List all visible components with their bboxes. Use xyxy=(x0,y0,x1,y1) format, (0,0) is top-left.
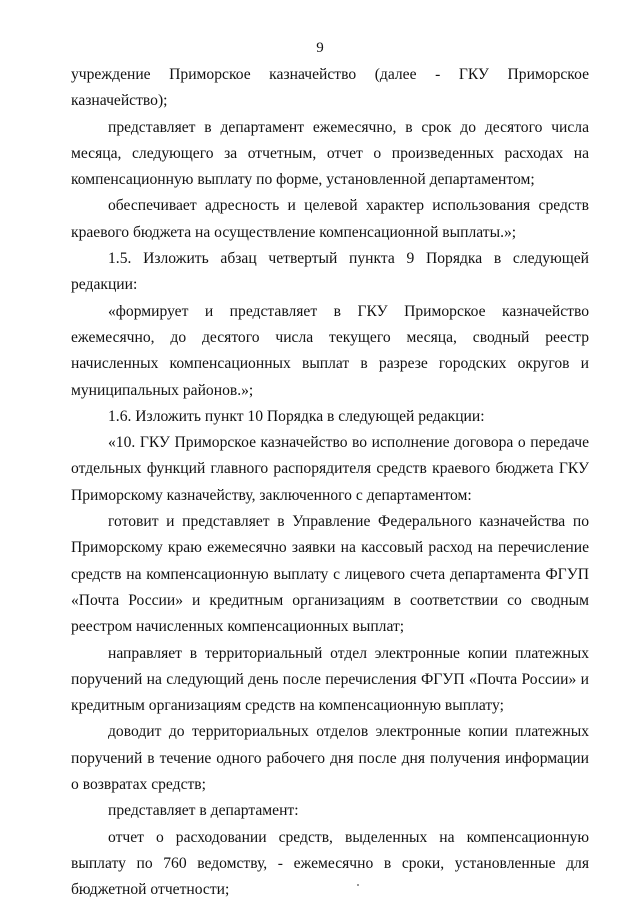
paragraph-12: отчет о расходовании средств, выделенных на компенсационную выплату по 760 ведомству, - ежемесячно в сроки, установленные для бюджетной отчетности; xyxy=(71,828,589,899)
paragraph-7: «10. ГКУ Приморское казначейство во исполнение договора о передаче отдельных функций главного распорядителя средств краевого бюджета ГКУ Приморскому казначейству, заключенного с департаментом: xyxy=(71,434,589,504)
page-number: 9 xyxy=(316,40,324,56)
paragraph-11: представляет в департамент: xyxy=(108,802,299,820)
paragraph-2: представляет в департамент ежемесячно, в срок до десятого числа месяца, следующего за отчетным, отчет о произведенных расходах на компенсационную выплату по форме, установленной департаментом; xyxy=(71,118,589,189)
paragraph-1: учреждение Приморское казначейство (далее - ГКУ Приморское казначейство); xyxy=(71,66,589,110)
paragraph-3: обеспечивает адресность и целевой характер использования средств краевого бюджета на осуществление компенсационной выплаты.»; xyxy=(71,197,589,241)
scan-speck xyxy=(357,884,359,886)
paragraph-6: 1.6. Изложить пункт 10 Порядка в следующей редакции: xyxy=(108,407,485,425)
paragraph-9: направляет в территориальный отдел электронные копии платежных поручений на следующий день после перечисления ФГУП «Почта России» и кредитным организациям средств на компенсационную выплату; xyxy=(71,644,589,715)
document-body xyxy=(71,62,589,904)
paragraph-10: доводит до территориальных отделов электронные копии платежных поручений в течение одного рабочего дня после дня получения информации о возвратах средств; xyxy=(71,723,589,794)
paragraph-8: готовит и представляет в Управление Федерального казначейства по Приморскому краю ежемесячно заявки на кассовый расход на перечисление средств на компенсационную выплату с лицевого счета департамента ФГУП «Почта России» и кредитным организациям в соответствии со сводным реестром начисленных компенсационных выплат; xyxy=(71,513,589,636)
paragraph-4: 1.5. Изложить абзац четвертый пункта 9 Порядка в следующей редакции: xyxy=(71,250,589,294)
paragraph-5: «формирует и представляет в ГКУ Приморское казначейство ежемесячно, до десятого числа текущего месяца, сводный реестр начисленных компенсационных выплат в разрезе городских округов и муниципальных районов.»; xyxy=(71,302,589,399)
